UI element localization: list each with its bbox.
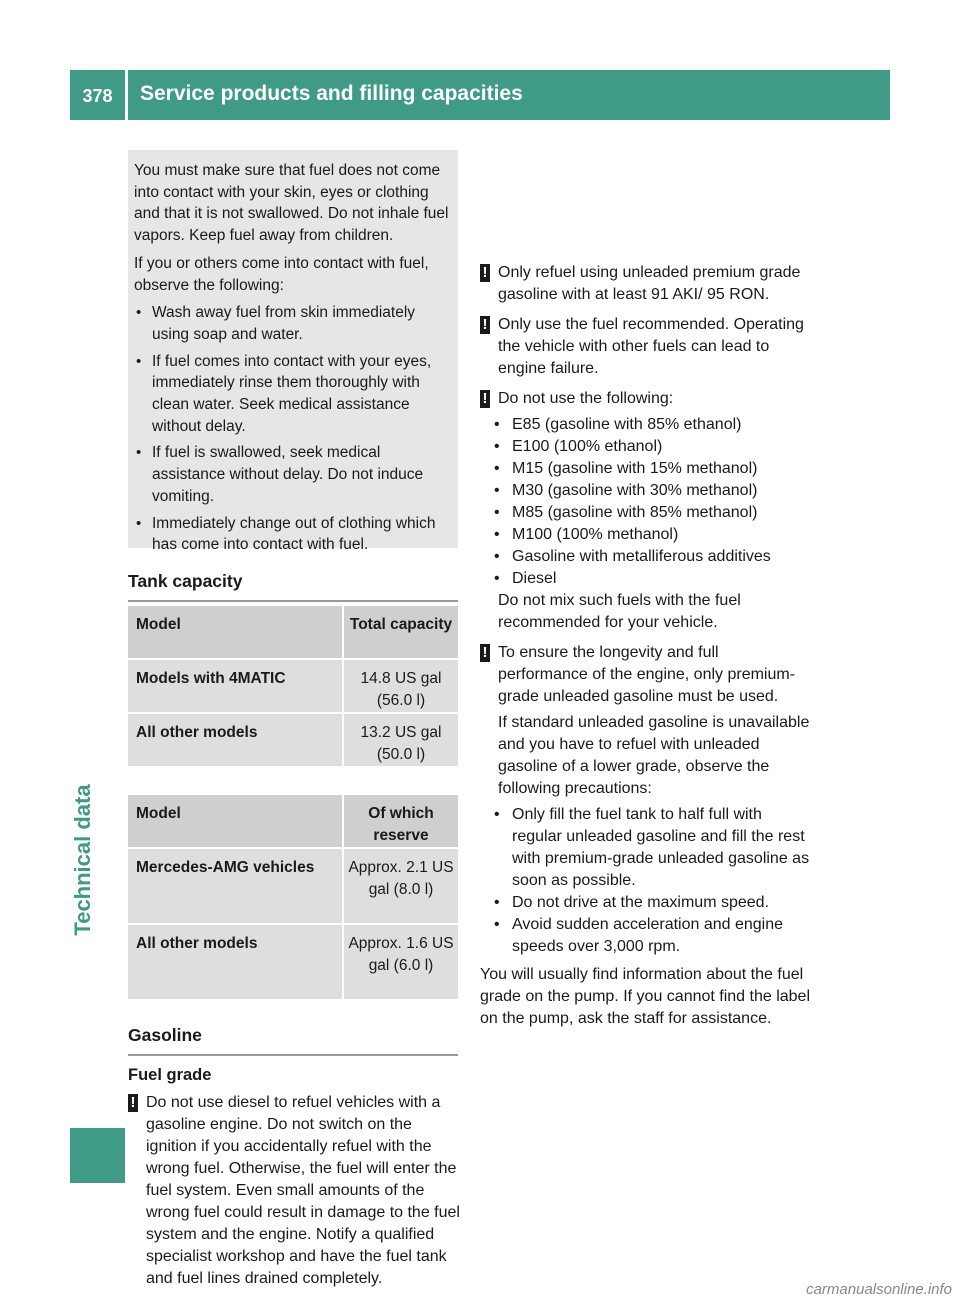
bullet-marker-icon: •	[494, 916, 500, 933]
table-header-cell: Model	[128, 795, 342, 847]
list-item-text: Diesel	[512, 570, 557, 587]
warning-box	[128, 150, 458, 554]
table-header-cell: Of which reserve	[344, 795, 458, 847]
note-text: To ensure the longevity and full performance of the engine, only premium-grade unleaded gasoline must be used.	[498, 644, 796, 705]
page-title: Service products and filling capacities	[140, 82, 523, 105]
header-bar	[128, 70, 890, 120]
warning-paragraph-2: If you or others come into contact with fuel, observe the following:	[134, 254, 429, 294]
list-item-text: Avoid sudden acceleration and engine speeds over 3,000 rpm.	[512, 916, 784, 955]
bullet-marker-icon: •	[494, 526, 500, 543]
note-text: Only use the fuel recommended. Operating the vehicle with other fuels can lead to engine failure.	[498, 316, 804, 377]
list-item	[480, 414, 812, 436]
reserve-table	[128, 795, 458, 1001]
table-cell-value: 13.2 US gal (50.0 l)	[344, 714, 458, 766]
notice-note	[480, 388, 812, 410]
bullet-marker-icon: •	[136, 352, 142, 370]
table-row	[128, 714, 458, 766]
list-item	[480, 568, 812, 590]
warning-paragraph-1: You must make sure that fuel does not come into contact with your skin, eyes or clothing and that it is not swallowed. Do not inhale fuel vapors. Keep fuel away from children.	[134, 162, 449, 245]
bullet-marker-icon: •	[494, 482, 500, 499]
list-item	[480, 502, 812, 524]
exclamation-icon: !	[480, 644, 490, 662]
table-row	[128, 849, 458, 923]
notice-note	[480, 314, 812, 380]
list-item	[480, 914, 812, 958]
list-item	[480, 892, 812, 914]
note-text: Only refuel using unleaded premium grade gasoline with at least 91 AKI/ 95 RON.	[498, 264, 801, 303]
table-header-cell: Model	[128, 606, 342, 658]
warning-bullet-text: If fuel comes into contact with your eyes, immediately rinse them thoroughly with clean water. Seek medical assistance without delay.	[152, 352, 432, 435]
warning-bullet	[134, 513, 452, 556]
list-item-text: E85 (gasoline with 85% ethanol)	[512, 416, 742, 433]
list-item-text: Only fill the fuel tank to half full with regular unleaded gasoline and fill the rest with premium-grade unleaded gasoline as soon as possible.	[512, 806, 810, 889]
bullet-marker-icon: •	[494, 570, 500, 587]
list-item-text: M30 (gasoline with 30% methanol)	[512, 482, 758, 499]
bullet-marker-icon: •	[494, 416, 500, 433]
fuel-grade-label: Fuel grade	[128, 1066, 212, 1084]
bullet-marker-icon: •	[494, 548, 500, 565]
list-item	[480, 804, 812, 892]
table-row	[128, 660, 458, 712]
side-tab-label: Technical data	[70, 784, 95, 936]
exclamation-icon: !	[480, 390, 490, 408]
table-cell-value: 14.8 US gal (56.0 l)	[344, 660, 458, 712]
warning-bullet-text: If fuel is swallowed, seek medical assistance without delay. Do not induce vomiting.	[152, 444, 424, 505]
notice-note	[128, 1092, 460, 1287]
table-cell-value: Approx. 1.6 US gal (6.0 l)	[344, 925, 458, 999]
closing-paragraph: You will usually find information about the fuel grade on the pump. If you cannot find the label on the pump, ask the staff for assistance.	[480, 966, 811, 1027]
left-column-text	[128, 1064, 460, 1287]
list-item-text: Gasoline with metalliferous additives	[512, 548, 771, 565]
gasoline-heading: Gasoline	[128, 1025, 458, 1056]
table-cell-value: Approx. 2.1 US gal (8.0 l)	[344, 849, 458, 923]
warning-bullet	[134, 351, 452, 438]
notice-note	[480, 262, 812, 306]
bullet-marker-icon: •	[136, 514, 142, 532]
watermark: carmanualsonline.info	[806, 1281, 952, 1298]
bullet-marker-icon: •	[494, 894, 500, 911]
exclamation-icon: !	[480, 264, 490, 282]
list-item	[480, 436, 812, 458]
note-text: Do not use diesel to refuel vehicles with a gasoline engine. Do not switch on the ignition if you accidentally refuel with the wrong fuel. Otherwise, the fuel will enter the fuel system. Even small amounts of the wrong fuel could result in damage to the fuel system and the engine. Notify a qualified specialist workshop and have the fuel tank and fuel lines drained completely.	[146, 1094, 460, 1287]
table-row	[128, 925, 458, 999]
warning-bullet	[134, 442, 452, 507]
table-header-row	[128, 606, 458, 658]
side-tab-marker	[70, 1128, 125, 1183]
page-number-box	[70, 70, 125, 120]
list-item-text: M15 (gasoline with 15% methanol)	[512, 460, 758, 477]
table-cell-model: All other models	[128, 714, 342, 766]
mix-warning-text: Do not mix such fuels with the fuel recommended for your vehicle.	[498, 592, 741, 631]
list-item	[480, 524, 812, 546]
list-item-text: Do not drive at the maximum speed.	[512, 894, 770, 911]
list-item-text: E100 (100% ethanol)	[512, 438, 663, 455]
note-text: Do not use the following:	[498, 390, 674, 407]
table-header-cell: Total capacity	[344, 606, 458, 658]
warning-bullet	[134, 302, 452, 345]
list-item-text: M85 (gasoline with 85% methanol)	[512, 504, 758, 521]
list-item	[480, 458, 812, 480]
bullet-marker-icon: •	[494, 504, 500, 521]
bullet-marker-icon: •	[494, 806, 500, 823]
precaution-intro: If standard unleaded gasoline is unavailable and you have to refuel with unleaded gasoline of a lower grade, observe the following precautions:	[498, 714, 810, 797]
exclamation-icon: !	[480, 316, 490, 334]
table-header-row	[128, 795, 458, 847]
table-cell-model: All other models	[128, 925, 342, 999]
bullet-marker-icon: •	[136, 444, 142, 462]
list-item	[480, 546, 812, 568]
table-cell-model: Mercedes-AMG vehicles	[128, 849, 342, 923]
warning-bullet-text: Wash away fuel from skin immediately using soap and water.	[152, 304, 416, 343]
exclamation-icon: !	[128, 1094, 138, 1112]
notice-note	[480, 642, 812, 708]
bullet-marker-icon: •	[136, 304, 142, 322]
list-item-text: M100 (100% methanol)	[512, 526, 679, 543]
warning-bullet-text: Immediately change out of clothing which has come into contact with fuel.	[152, 514, 436, 554]
table-cell-model: Models with 4MATIC	[128, 660, 342, 712]
tank-capacity-heading: Tank capacity	[128, 571, 458, 602]
total-capacity-table	[128, 606, 458, 768]
page-number: 378	[82, 86, 113, 106]
bullet-marker-icon: •	[494, 438, 500, 455]
list-item	[480, 480, 812, 502]
right-column-text	[480, 152, 812, 1030]
bullet-marker-icon: •	[494, 460, 500, 477]
note-continuation	[480, 152, 812, 262]
